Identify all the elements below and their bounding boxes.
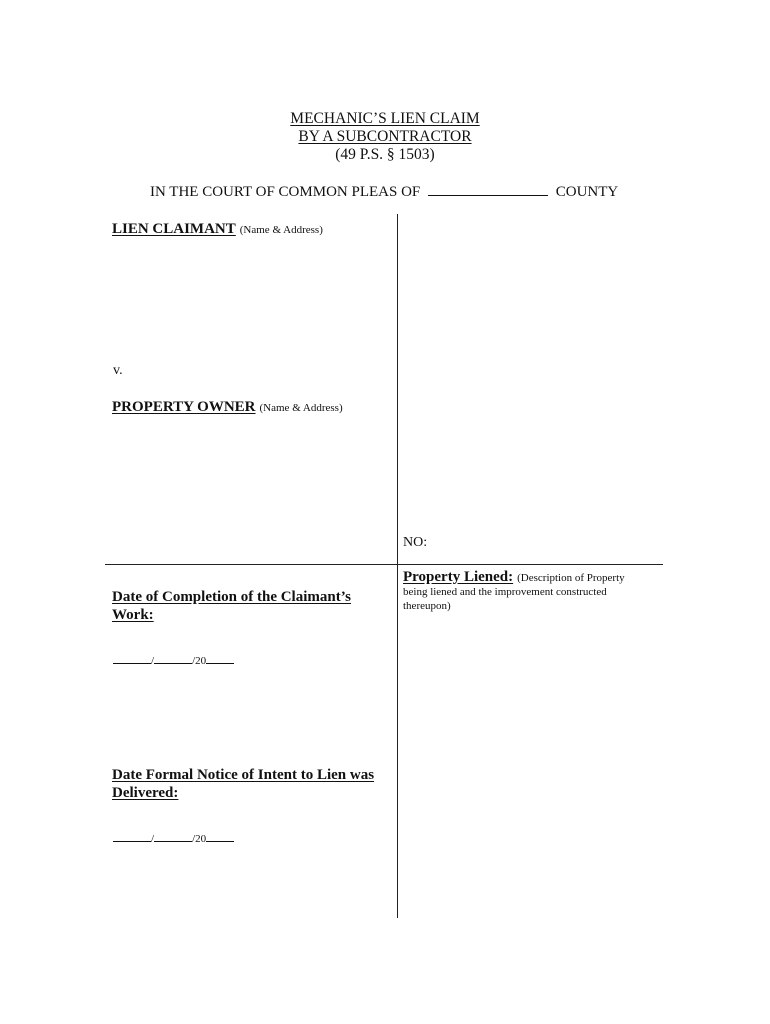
property-owner-note: (Name & Address) bbox=[259, 402, 343, 414]
notice-label-line2: Delivered: bbox=[112, 785, 179, 801]
court-suffix: COUNTY bbox=[555, 184, 619, 200]
court-line bbox=[150, 182, 618, 201]
notice-date-field bbox=[113, 831, 234, 845]
column-divider bbox=[397, 214, 398, 918]
property-liened-note-line3: thereupon) bbox=[403, 600, 451, 612]
notice-sep2: /20 bbox=[192, 833, 207, 845]
notice-sep1: / bbox=[151, 833, 155, 845]
notice-date-heading bbox=[112, 766, 374, 802]
property-liened-label: Property Liened: bbox=[403, 569, 514, 585]
document-title bbox=[0, 110, 770, 164]
lien-claimant-label: LIEN CLAIMANT bbox=[112, 221, 236, 237]
notice-month-blank[interactable] bbox=[113, 831, 151, 842]
property-liened-note-line2: being liened and the improvement constructed bbox=[403, 586, 607, 598]
property-liened-note-line1: (Description of Property bbox=[517, 572, 625, 584]
lien-claimant-heading bbox=[112, 220, 323, 238]
property-liened-note bbox=[403, 585, 607, 613]
notice-year-blank[interactable] bbox=[206, 831, 234, 842]
completion-label-line1: Date of Completion of the Claimant’s bbox=[112, 589, 351, 605]
county-blank[interactable] bbox=[428, 182, 548, 196]
completion-date-field bbox=[113, 653, 234, 667]
property-liened-heading bbox=[403, 568, 625, 586]
completion-label-line2: Work: bbox=[112, 607, 154, 623]
case-number-label: NO: bbox=[403, 535, 428, 550]
lien-claimant-note: (Name & Address) bbox=[239, 224, 323, 236]
title-line-1: MECHANIC’S LIEN CLAIM bbox=[290, 110, 480, 127]
title-statute: (49 P.S. § 1503) bbox=[335, 146, 435, 163]
completion-month-blank[interactable] bbox=[113, 653, 151, 664]
section-divider bbox=[105, 564, 663, 565]
property-owner-label: PROPERTY OWNER bbox=[112, 399, 256, 415]
completion-year-blank[interactable] bbox=[206, 653, 234, 664]
court-prefix: IN THE COURT OF COMMON PLEAS OF bbox=[150, 184, 421, 200]
completion-sep1: / bbox=[151, 655, 155, 667]
completion-day-blank[interactable] bbox=[154, 653, 192, 664]
notice-label-line1: Date Formal Notice of Intent to Lien was bbox=[112, 767, 375, 783]
completion-date-heading bbox=[112, 588, 351, 624]
title-line-2: BY A SUBCONTRACTOR bbox=[298, 128, 472, 145]
property-owner-heading bbox=[112, 398, 343, 416]
notice-day-blank[interactable] bbox=[154, 831, 192, 842]
completion-sep2: /20 bbox=[192, 655, 207, 667]
versus-text: v. bbox=[113, 363, 123, 378]
